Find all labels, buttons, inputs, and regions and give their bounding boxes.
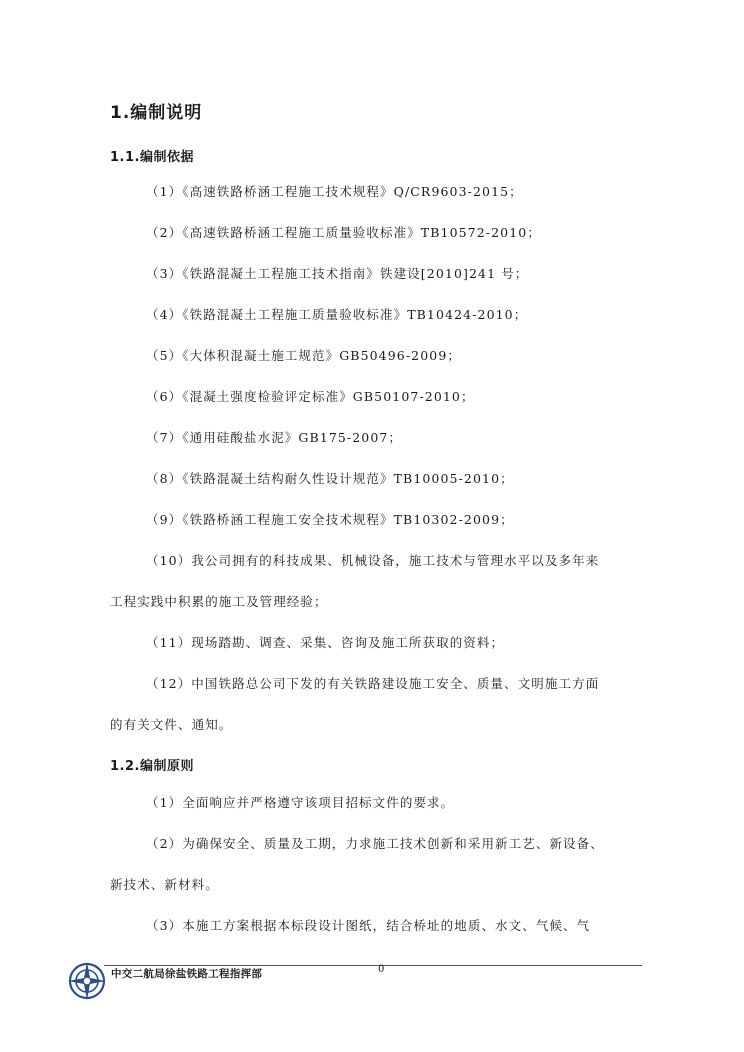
footer-organization: 中交二航局徐盐铁路工程指挥部 — [111, 968, 263, 980]
basis-item-11: （11）现场踏勘、调查、采集、咨询及施工所获取的资料； — [146, 635, 505, 650]
basis-item-2: （2）《高速铁路桥涵工程施工质量验收标准》TB10572-2010； — [146, 225, 541, 240]
principle-item-1: （1）全面响应并严格遵守该项目招标文件的要求。 — [146, 795, 455, 810]
basis-item-10-line-1: （10）我公司拥有的科技成果、机械设备，施工技术与管理水平以及多年来 — [146, 553, 600, 568]
page-number: 0 — [378, 964, 385, 975]
section-1-2-title: 1.2.编制原则 — [110, 759, 194, 774]
basis-item-12-line-2: 的有关文件、通知。 — [110, 717, 233, 732]
basis-item-12-line-1: （12）中国铁路总公司下发的有关铁路建设施工安全、质量、文明施工方面 — [146, 676, 600, 691]
basis-item-7: （7）《通用硅酸盐水泥》GB175-2007； — [146, 430, 403, 445]
basis-item-8: （8）《铁路混凝土结构耐久性设计规范》TB10005-2010； — [146, 471, 514, 486]
principle-item-2-line-1: （2）为确保安全、质量及工期，力求施工技术创新和采用新工艺、新设备、 — [146, 836, 604, 851]
basis-item-10-line-2: 工程实践中积累的施工及管理经验； — [110, 594, 328, 609]
chapter-heading: 1.编制说明 — [110, 103, 203, 123]
basis-item-4: （4）《铁路混凝土工程施工质量验收标准》TB10424-2010； — [146, 307, 528, 322]
principle-item-2-line-2: 新技术、新材料。 — [110, 877, 219, 892]
basis-item-9: （9）《铁路桥涵工程施工安全技术规程》TB10302-2009； — [146, 512, 514, 527]
basis-item-1: （1）《高速铁路桥涵工程施工技术规程》Q/CR9603-2015； — [146, 184, 523, 199]
section-1-1-title: 1.1.编制依据 — [110, 150, 194, 165]
basis-item-5: （5）《大体积混凝土施工规范》GB50496-2009； — [146, 348, 461, 363]
basis-item-3: （3）《铁路混凝土工程施工技术指南》铁建设[2010]241 号； — [146, 266, 529, 281]
company-logo-icon — [66, 960, 108, 1002]
basis-item-6: （6）《混凝土强度检验评定标准》GB50107-2010； — [146, 389, 475, 404]
principle-item-3-line-1: （3）本施工方案根据本标段设计图纸，结合桥址的地质、水文、气候、气 — [146, 918, 591, 933]
